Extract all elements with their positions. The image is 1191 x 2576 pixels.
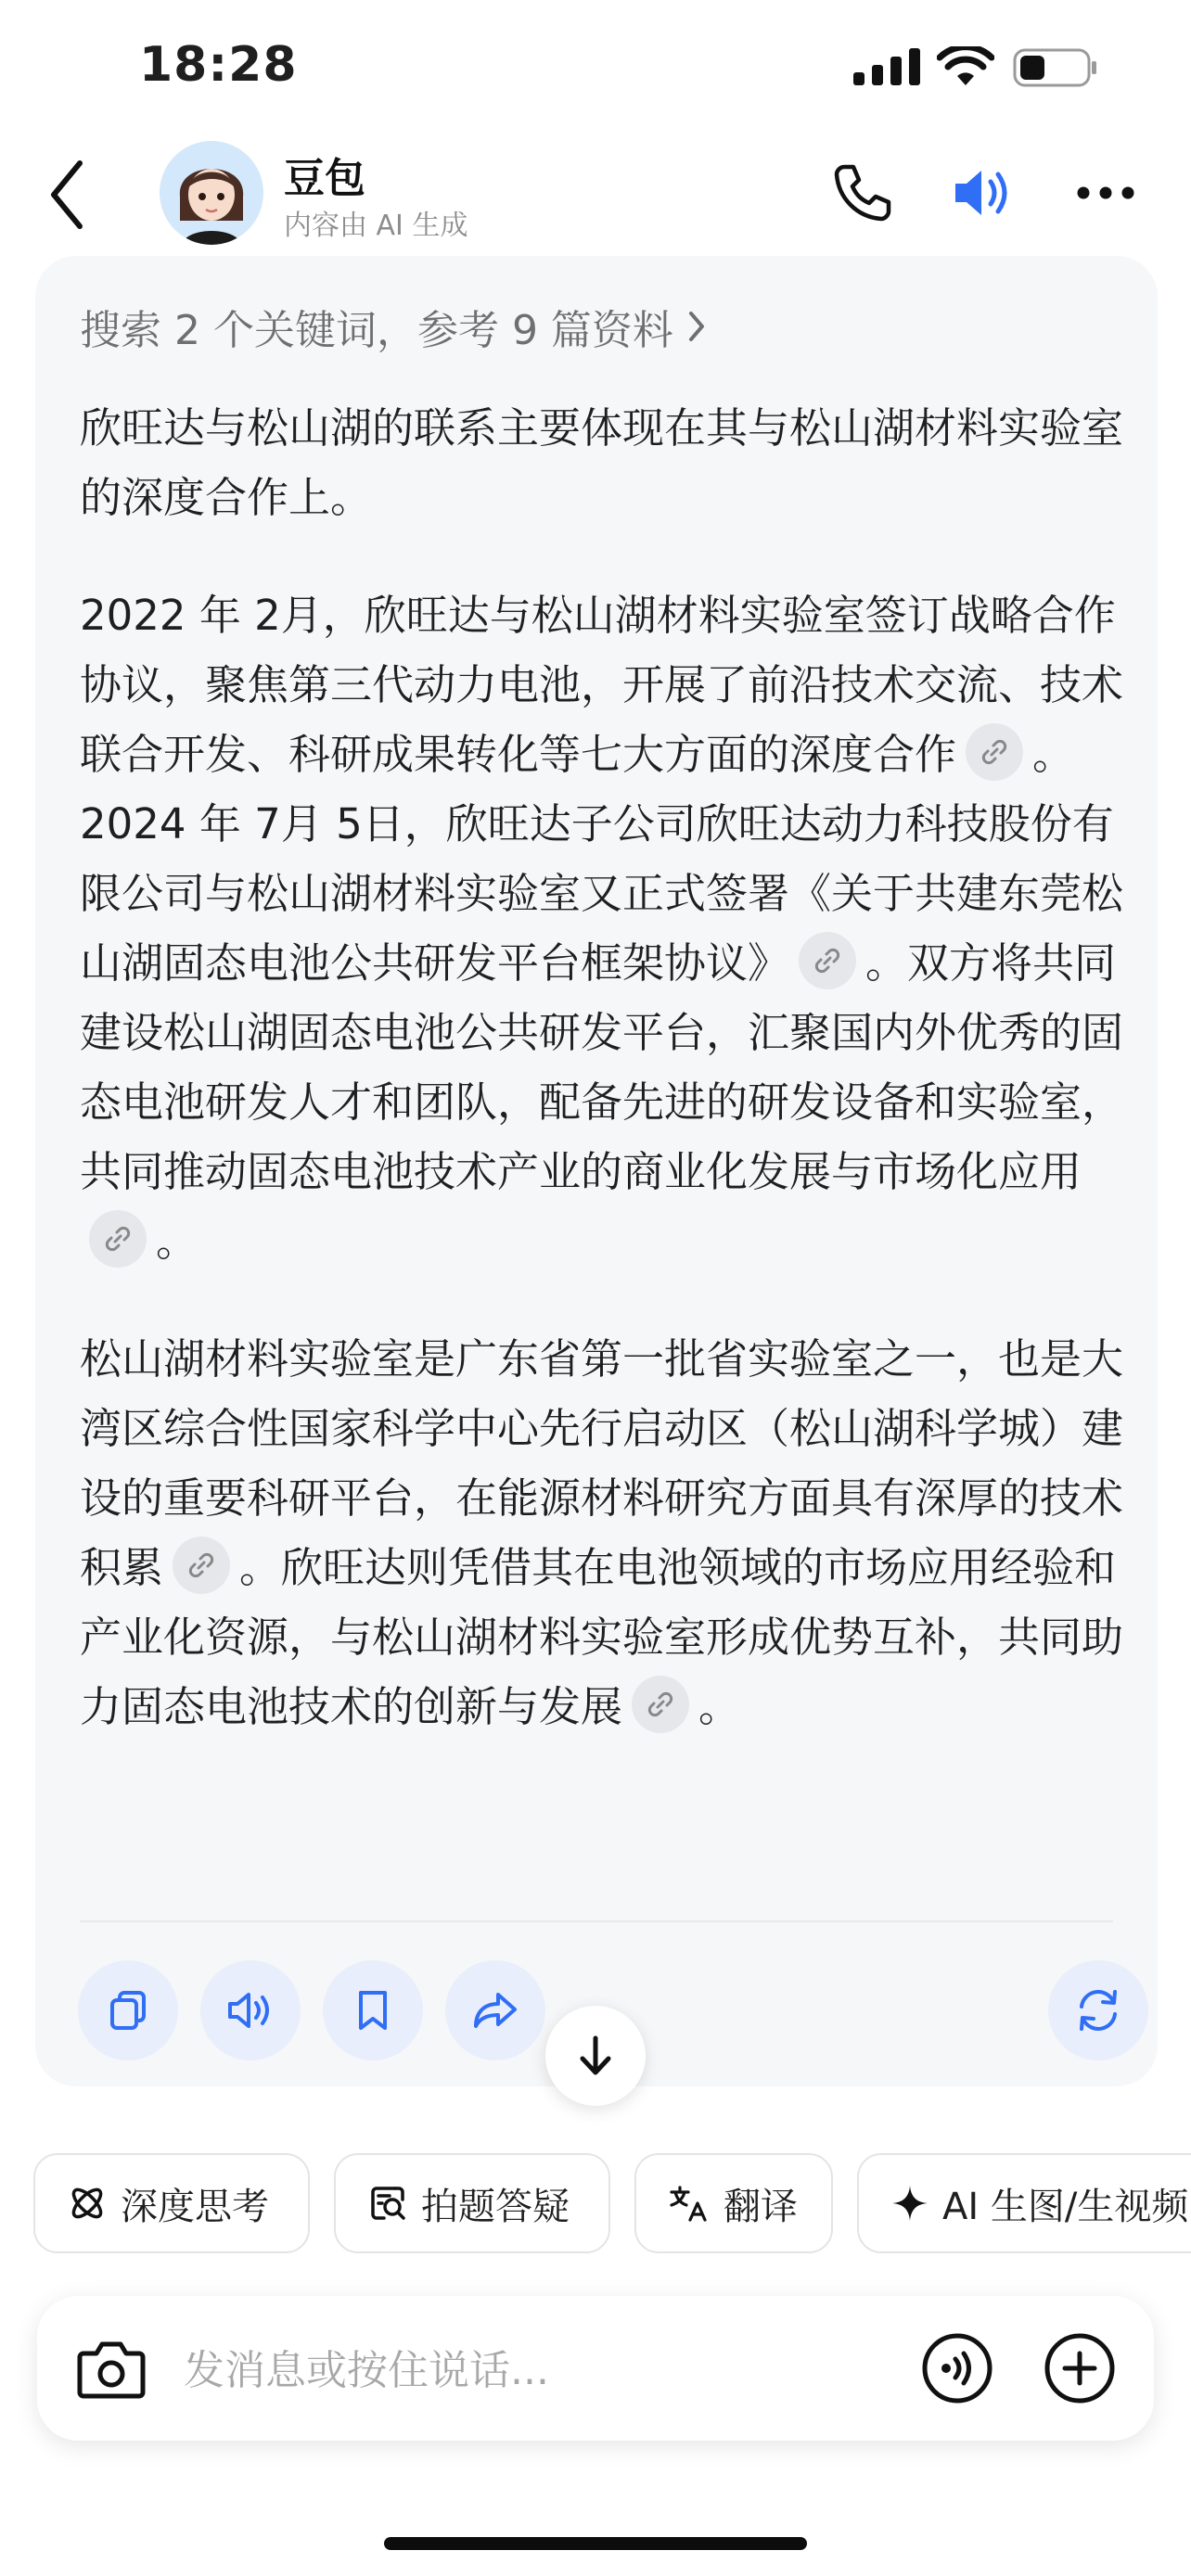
scan-question-icon [367, 2183, 408, 2224]
citation-link-icon[interactable] [173, 1537, 230, 1594]
citation-link-icon[interactable] [966, 723, 1023, 781]
plus-icon[interactable] [1043, 2331, 1117, 2405]
copy-button[interactable] [78, 1960, 178, 2060]
read-aloud-button[interactable] [200, 1960, 301, 2060]
ai-generated-note: 内容由 AI 生成 [284, 210, 468, 242]
chip-translate[interactable]: 翻译 [634, 2153, 833, 2253]
paragraph-1: 欣旺达与松山湖的联系主要体现在其与松山湖材料实验室的深度合作上。 [80, 403, 1124, 522]
camera-icon[interactable] [74, 2333, 148, 2404]
references-label: 搜索 2 个关键词，参考 9 篇资料 [80, 307, 673, 354]
atom-icon [67, 2183, 108, 2224]
divider [80, 1920, 1113, 1922]
chip-deep-think[interactable]: 深度思考 [33, 2153, 310, 2253]
copy-icon [105, 1987, 151, 2034]
message-input-bar [37, 2296, 1154, 2441]
scroll-to-bottom-button[interactable] [545, 2006, 646, 2106]
assistant-message [35, 256, 1158, 2086]
citation-link-icon[interactable] [632, 1676, 689, 1733]
references-summary[interactable] [80, 297, 705, 356]
back-arrow-icon[interactable] [46, 156, 87, 234]
home-indicator [384, 2537, 807, 2550]
wifi-icon [937, 46, 994, 87]
bookmark-icon [352, 1987, 394, 2034]
battery-icon [1013, 48, 1098, 87]
message-input[interactable]: 发消息或按住说话... [184, 2347, 549, 2394]
chip-ai-image-video[interactable]: AI 生图/生视频 [857, 2153, 1191, 2253]
paragraph-2: 2022 年 2月，欣旺达与松山湖材料实验室签订战略合作协议，聚焦第三代动力电池，开展了前沿技术交流、技术联合开发、科研成果转化等七大方面的深度合作 。2024 年 7月 5日，欣旺达子公司欣旺达动力科技股份有限公司与松山湖材料实验室又正式签署《关于共建东莞松山湖固态电池公共研发平台框架协议》 。双方将共同建设松山湖固态电池公共研发平台，汇聚国内外优秀的固态电池研发人才和团队，配备先进的研发设备和实验室，共同推动固态电池技术产业的商业化发展与市场化应用 。 [80, 591, 1124, 1266]
chevron-right-icon [688, 311, 705, 342]
more-options-icon[interactable] [1076, 185, 1135, 200]
regenerate-button[interactable] [1048, 1960, 1148, 2060]
status-bar [0, 0, 1191, 139]
sparkle-icon [890, 2184, 929, 2223]
contact-name: 豆包 [284, 155, 365, 202]
paragraph-3: 松山湖材料实验室是广东省第一批省实验室之一，也是大湾区综合性国家科学中心先行启动区（松山湖科学城）建设的重要科研平台，在能源材料研究方面具有深厚的技术积累 。欣旺达则凭借其在电池领域的市场应用经验和产业化资源，与松山湖材料实验室形成优势互补，共同助力固态电池技术的创新与发展 。 [80, 1334, 1124, 1731]
share-button[interactable] [445, 1960, 545, 2060]
status-time: 18:28 [139, 37, 298, 93]
citation-link-icon[interactable] [89, 1210, 147, 1268]
avatar[interactable] [160, 141, 263, 245]
speaker-icon[interactable] [950, 163, 1015, 223]
citation-link-icon[interactable] [799, 932, 856, 989]
chat-header [0, 139, 1191, 250]
voice-input-icon[interactable] [920, 2331, 994, 2405]
arrow-down-icon [575, 2033, 616, 2079]
quick-action-chips [33, 2153, 1191, 2257]
translate-icon [668, 2183, 711, 2224]
message-body [80, 393, 1128, 1790]
cellular-signal-icon [853, 48, 920, 85]
bookmark-button[interactable] [323, 1960, 423, 2060]
chip-photo-question[interactable]: 拍题答疑 [334, 2153, 610, 2253]
phone-icon[interactable] [831, 161, 894, 224]
regenerate-icon [1072, 1984, 1124, 2036]
read-aloud-icon [224, 1987, 276, 2034]
share-icon [470, 1987, 520, 2034]
